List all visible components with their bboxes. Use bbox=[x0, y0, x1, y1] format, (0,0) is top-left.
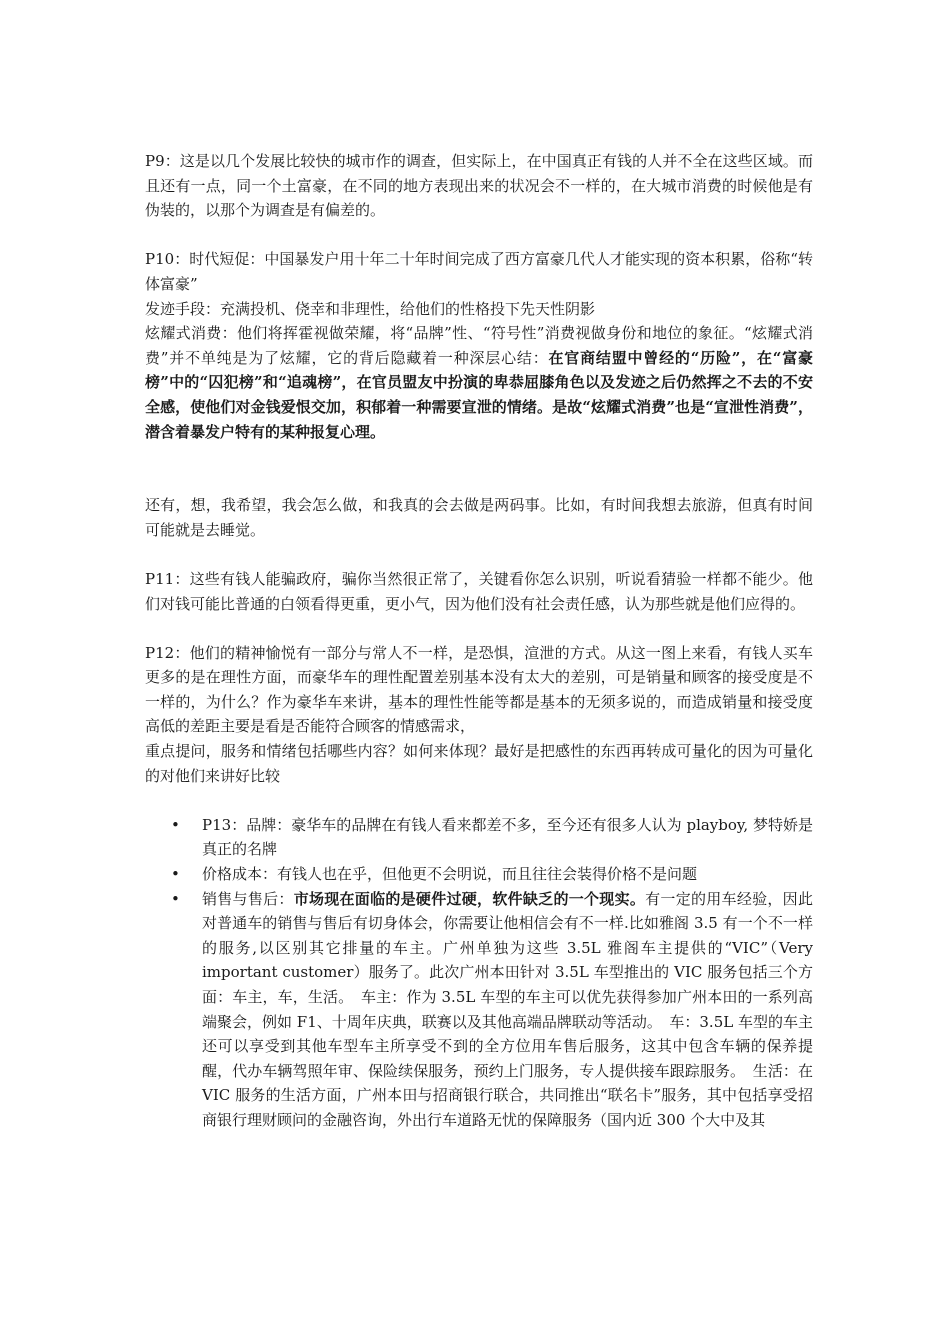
list-item-brand bbox=[145, 813, 813, 862]
paragraph-gap bbox=[145, 223, 813, 248]
paragraph-gap bbox=[145, 788, 813, 813]
p10-time-line: P10：时代短促：中国暴发户用十年二十年时间完成了西方富豪几代人才能实现的资本积累，俗称“转体富豪” bbox=[145, 250, 813, 293]
p12-question-line: 重点提问，服务和情绪包括哪些内容？如何来体现？最好是把感性的东西再转成可量化的因为可量化的对他们来讲好比较 bbox=[145, 742, 813, 785]
bullet-list bbox=[145, 813, 813, 1133]
list-item-prefix: 销售与售后： bbox=[202, 889, 294, 908]
list-item-bold-text: 市场现在面临的是硬件过硬，软件缺乏的一个现实。 bbox=[293, 889, 646, 908]
paragraph-p9: P9：这是以几个发展比较快的城市作的调查，但实际上，在中国真正有钱的人并不全在这些区域。而且还有一点，同一个土富豪，在不同的地方表现出来的状况会不一样的，在大城市消费的时候他是有伪装的，以那个为调查是有偏差的。 bbox=[145, 152, 813, 220]
p10-method-line: 发迹手段：充满投机、侥幸和非理性，给他们的性格投下先天性阴影 bbox=[145, 299, 596, 318]
document-body bbox=[145, 149, 813, 1133]
list-item-text: 价格成本：有钱人也在乎，但他更不会明说，而且往往会装得价格不是问题 bbox=[202, 865, 698, 884]
paragraph-gap bbox=[145, 616, 813, 641]
p10-consumption-line bbox=[145, 321, 813, 444]
paragraph-p10 bbox=[145, 247, 813, 444]
paragraph-aside: 还有，想，我希望，我会怎么做，和我真的会去做是两码事。比如，有时间我想去旅游，但真有时间可能就是去睡觉。 bbox=[145, 496, 813, 539]
list-item-price bbox=[145, 862, 813, 887]
p10-consumption-bold-text: 在官商结盟中曾经的“历险”，在“富豪榜”中的“囚犯榜”和“追魂榜”，在官员盟友中扮演的卑恭屈膝角色以及发迹之后仍然挥之不去的不安全感，使他们对金钱爱恨交加，积郁着一种需要宣泄的情绪。是故“炫耀式消费”也是“宣泄性消费”，潜含着暴发户特有的某种报复心理。 bbox=[145, 348, 814, 441]
paragraph-gap bbox=[145, 444, 813, 493]
paragraph-gap bbox=[145, 542, 813, 567]
list-item-text: P13：品牌：豪华车的品牌在有钱人看来都差不多，至今还有很多人认为 playboy, 梦特娇是真正的名牌 bbox=[202, 815, 813, 859]
paragraph-p11: P11：这些有钱人能骗政府，骗你当然很正常了，关键看你怎么识别，听说看猜验一样都不能少。他们对钱可能比普通的白领看得更重，更小气，因为他们没有社会责任感，认为那些就是他们应得的。 bbox=[145, 569, 813, 613]
bullet-icon: • bbox=[171, 889, 180, 908]
p12-main-line: P12：他们的精神愉悦有一部分与常人不一样，是恐惧，渲泄的方式。从这一图上来看，有钱人买车更多的是在理性方面，而豪华车的理性配置差别基本没有太大的差别，可是销量和顾客的接受度是不一样的，为什么？作为豪华车来讲，基本的理性性能等都是基本的无须多说的，而造成销量和接受度高低的差距主要是看是否能符合顾客的情感需求， bbox=[145, 643, 813, 736]
bullet-icon: • bbox=[171, 865, 180, 884]
p10-consumption-text: 炫耀式消费：他们将挥霍视做荣耀，将“品牌”性、“符号性”消费视做身份和地位的象征。“炫耀式消费”并不单纯是为了炫耀，它的背后隐藏着一种深层心结： bbox=[145, 324, 813, 367]
paragraph-p12 bbox=[145, 641, 813, 789]
bullet-icon: • bbox=[171, 815, 180, 834]
list-item-service bbox=[145, 887, 813, 1133]
list-item-text: 有一定的用车经验，因此对普通车的销售与售后有切身体会，你需要让他相信会有不一样.比如雅阁 3.5 有一个不一样的服务,以区别其它排量的车主。广州单独为这些 3.5L 雅阁车主提供的“VIC”（Very important customer）服务了。此次广州本田针对 3.5L 车型推出的 VIC 服务包括三个方面：车主，车，生活。 车主：作为 3.5L 车型的车主可以优先获得参加广州本田的一系列高端聚会，例如 F1、十周年庆典，联赛以及其他高端品牌联动等活动。 车：3.5L 车型的车主还可以享受到其他车型车主所享受不到的全方位用车售后服务，这其中包含车辆的保养提醒，代办车辆驾照年审、保险续保服务，预约上门服务，专人提供接车跟踪服务。 生活：在 VIC 服务的生活方面，广州本田与招商银行联合，共同推出“联名卡”服务，其中包括享受招商银行理财顾问的金融咨询，外出行车道路无忧的保障服务（国内近 300 个大中及其 bbox=[202, 889, 813, 1129]
